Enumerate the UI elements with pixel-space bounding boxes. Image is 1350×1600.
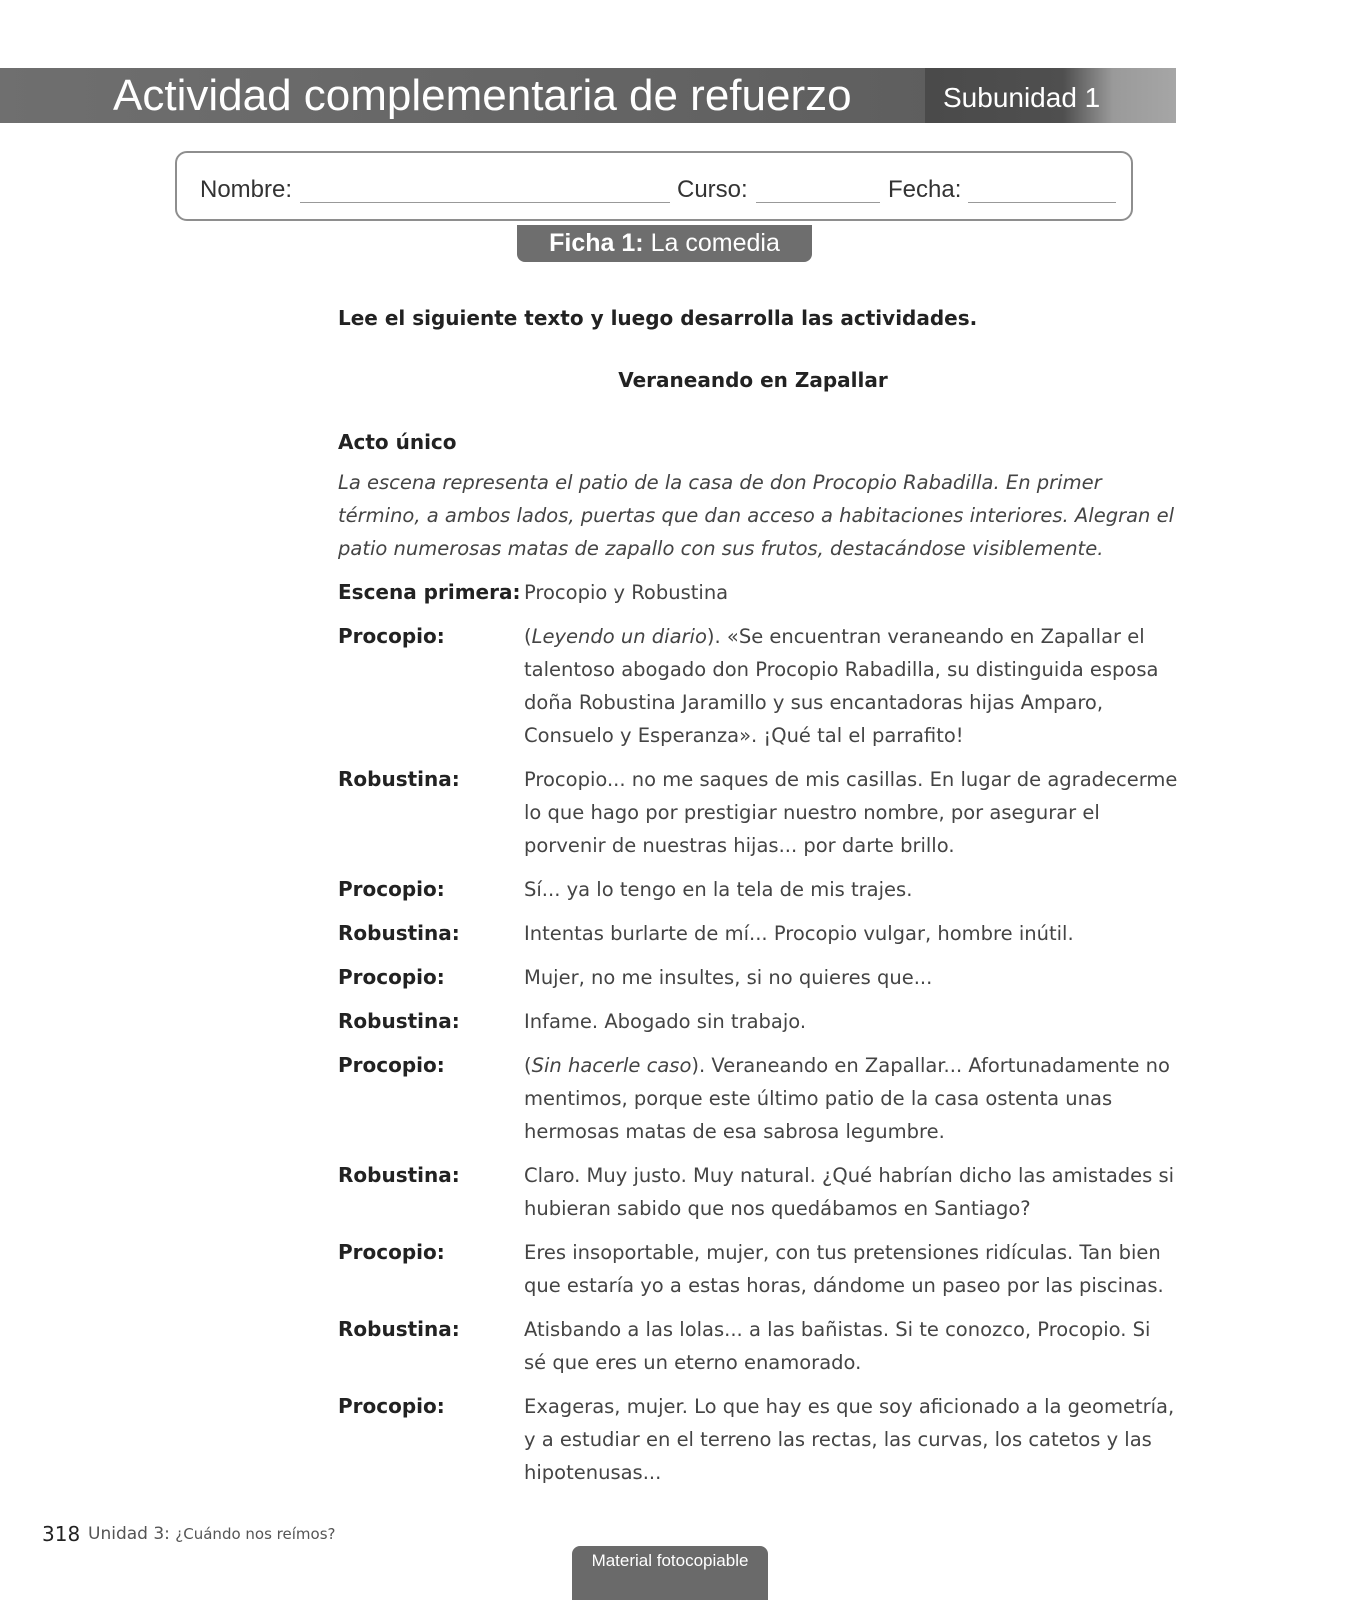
speaker-name: Procopio: — [338, 1053, 445, 1077]
ficha-number: Ficha 1: — [549, 229, 644, 257]
speech-text: Atisbando a las lolas... a las bañistas. Si te conozco, Procopio. Si sé que eres un eterno enamorado. — [524, 1318, 1151, 1374]
dialogue-line — [338, 1390, 1178, 1489]
name-field[interactable] — [300, 202, 670, 203]
speech-text: (Sin hacerle caso). Veraneando en Zapallar... Afortunadamente no mentimos, porque este último patio de la casa ostenta unas hermosas matas de esa sabrosa legumbre. — [524, 1054, 1170, 1143]
dialogue — [338, 576, 1178, 1500]
stage-direction: La escena representa el patio de la casa de don Procopio Rabadilla. En primer término, a ambos lados, puertas que dan acceso a habitaciones interiores. Alegran el patio numerosas matas de zapallo con sus frutos, destacándose visiblemente. — [338, 471, 1175, 560]
instructions: Lee el siguiente texto y luego desarrolla las actividades. — [338, 306, 978, 330]
speaker-name: Robustina: — [338, 1009, 460, 1033]
speaker-name: Robustina: — [338, 1163, 460, 1187]
material-badge: Material fotocopiable — [572, 1546, 768, 1600]
subunit-badge — [925, 68, 1176, 123]
dialogue-line — [338, 873, 1178, 906]
speech-text: Sí... ya lo tengo en la tela de mis trajes. — [524, 878, 913, 901]
unit-number: Unidad 3: — [88, 1524, 170, 1544]
act-heading: Acto único — [338, 430, 457, 454]
speech-text: Claro. Muy justo. Muy natural. ¿Qué habrían dicho las amistades si hubieran sabido que nos quedábamos en Santiago? — [524, 1164, 1175, 1220]
name-label: Nombre: — [200, 176, 293, 203]
date-field[interactable] — [968, 202, 1116, 203]
play-title: Veraneando en Zapallar — [618, 368, 888, 392]
course-field[interactable] — [756, 202, 880, 203]
course-label: Curso: — [677, 176, 748, 203]
speaker-name: Robustina: — [338, 1317, 460, 1341]
dialogue-line — [338, 763, 1178, 862]
scene-characters: Procopio y Robustina — [524, 581, 729, 604]
dialogue-line — [338, 1313, 1178, 1379]
dialogue-line — [338, 1159, 1178, 1225]
dialogue-line — [338, 620, 1178, 752]
speech-text: (Leyendo un diario). «Se encuentran veraneando en Zapallar el talentoso abogado don Procopio Rabadilla, su distinguida esposa doña Robustina Jaramillo y sus encantadoras hijas Amparo, Consuelo y Esperanza». ¡Qué tal el parrafito! — [524, 625, 1159, 747]
dialogue-line — [338, 1005, 1178, 1038]
speech-text: Intentas burlarte de mí... Procopio vulgar, hombre inútil. — [524, 922, 1074, 945]
student-info-box — [175, 151, 1133, 221]
scene-row — [338, 576, 1178, 609]
date-label: Fecha: — [888, 176, 962, 203]
speech-text: Infame. Abogado sin trabajo. — [524, 1010, 807, 1033]
speech-text: Eres insoportable, mujer, con tus pretensiones ridículas. Tan bien que estaría yo a estas horas, dándome un paseo por las piscinas. — [524, 1241, 1164, 1297]
page-title: Actividad complementaria de refuerzo — [113, 71, 852, 120]
unit-title: ¿Cuándo nos reímos? — [175, 1525, 336, 1543]
page-number: 318 — [42, 1522, 81, 1546]
unit-label — [88, 1524, 335, 1544]
ficha-topic: La comedia — [650, 229, 780, 257]
stage-aside: Sin hacerle caso — [531, 1054, 692, 1077]
speech-text: Exageras, mujer. Lo que hay es que soy aficionado a la geometría, y a estudiar en el terreno las rectas, las curvas, los catetos y las hipotenusas... — [524, 1395, 1175, 1484]
speaker-name: Procopio: — [338, 624, 445, 648]
speech-text: Mujer, no me insultes, si no quieres que... — [524, 966, 933, 989]
speaker-name: Procopio: — [338, 965, 445, 989]
dialogue-line — [338, 917, 1178, 950]
speaker-name: Procopio: — [338, 1394, 445, 1418]
speaker-name: Robustina: — [338, 921, 460, 945]
subunit-label: Subunidad 1 — [943, 82, 1101, 113]
dialogue-line — [338, 961, 1178, 994]
dialogue-line — [338, 1049, 1178, 1148]
stage-aside: Leyendo un diario — [531, 625, 707, 648]
ficha-tab — [517, 225, 812, 262]
speaker-name: Procopio: — [338, 1240, 445, 1264]
scene-label: Escena primera: — [338, 580, 521, 604]
speaker-name: Robustina: — [338, 767, 460, 791]
speech-body: . «Se encuentran veraneando en Zapallar el talentoso abogado don Procopio Rabadilla, su distinguida esposa doña Robustina Jaramillo y sus encantadoras hijas Amparo, Consuelo y Esperanza». ¡Qué tal el parrafito! — [524, 625, 1159, 747]
speech-body: . Veraneando en Zapallar... Afortunadamente no mentimos, porque este último patio de la casa ostenta unas hermosas matas de esa sabrosa legumbre. — [524, 1054, 1170, 1143]
speech-text: Procopio... no me saques de mis casillas. En lugar de agradecerme lo que hago por prestigiar nuestro nombre, por asegurar el porvenir de nuestras hijas... por darte brillo. — [524, 768, 1178, 857]
dialogue-line — [338, 1236, 1178, 1302]
speaker-name: Procopio: — [338, 877, 445, 901]
